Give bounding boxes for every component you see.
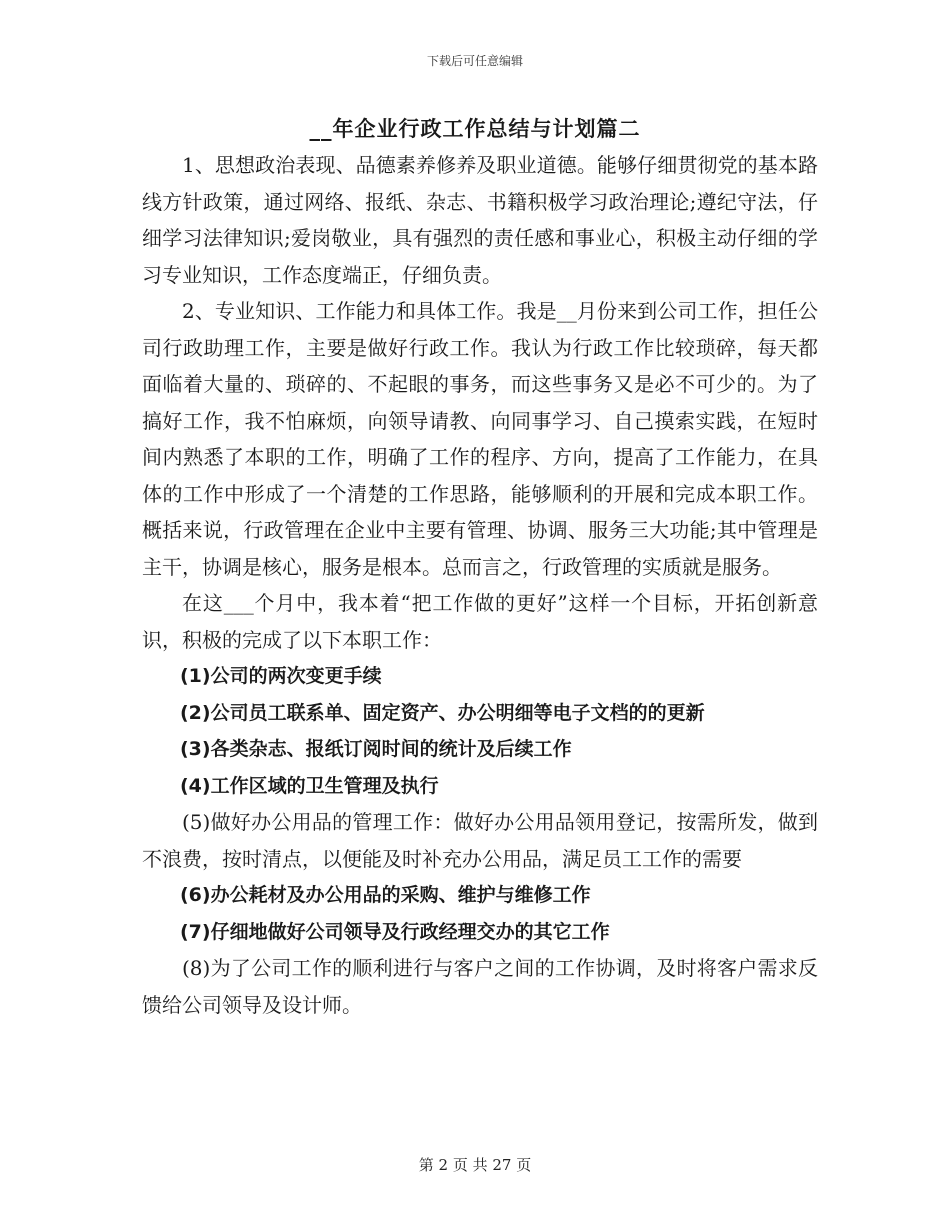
document-body: [142, 147, 818, 1023]
paragraph-2: 2、专业知识、工作能力和具体工作。我是__月份来到公司工作，担任公司行政助理工作，主要是做好行政工作。我认为行政工作比较琐碎，每天都面临着大量的、琐碎的、不起眼的事务，而这些事务又是必不可少的。为了搞好工作，我不怕麻烦，向领导请教、向同事学习、自己摸索实践，在短时间内熟悉了本职的工作，明确了工作的程序、方向，提高了工作能力，在具体的工作中形成了一个清楚的工作思路，能够顺利的开展和完成本职工作。概括来说，行政管理在企业中主要有管理、协调、服务三大功能;其中管理是主干，协调是核心，服务是根本。总而言之，行政管理的实质就是服务。: [142, 299, 818, 579]
list-item-2: (2)公司员工联系单、固定资产、办公明细等电子文档的的更新: [180, 701, 705, 724]
list-item-4: (4)工作区域的卫生管理及执行: [180, 774, 439, 797]
paragraph-1: 1、思想政治表现、品德素养修养及职业道德。能够仔细贯彻党的基本路线方针政策，通过网络、报纸、杂志、书籍积极学习政治理论;遵纪守法，仔细学习法律知识;爱岗敬业，具有强烈的责任感和事业心，积极主动仔细的学习专业知识，工作态度端正，仔细负责。: [142, 153, 818, 287]
list-item-1: (1)公司的两次变更手续: [180, 665, 382, 687]
header-note: 下载后可任意编辑: [426, 54, 523, 68]
document-title: __年企业行政工作总结与计划篇二: [309, 116, 641, 141]
list-item-3: (3)各类杂志、报纸订阅时间的统计及后续工作: [180, 738, 572, 760]
list-item-7: (7)仔细地做好公司领导及行政经理交办的其它工作: [180, 920, 610, 943]
list-item-5: (5)做好办公用品的管理工作：做好办公用品领用登记，按需所发，做到不浪费，按时清点，以便能及时补充办公用品，满足员工工作的需要: [142, 810, 818, 871]
paragraph-3: 在这___个月中，我本着“把工作做的更好”这样一个目标，开拓创新意识，积极的完成了以下本职工作：: [142, 591, 818, 652]
list-item-8: (8)为了公司工作的顺利进行与客户之间的工作协调，及时将客户需求反馈给公司领导及设计师。: [142, 956, 818, 1017]
list-item-6: (6)办公耗材及办公用品的采购、维护与维修工作: [180, 884, 591, 906]
page-number: 第 2 页 共 27 页: [418, 1156, 532, 1174]
